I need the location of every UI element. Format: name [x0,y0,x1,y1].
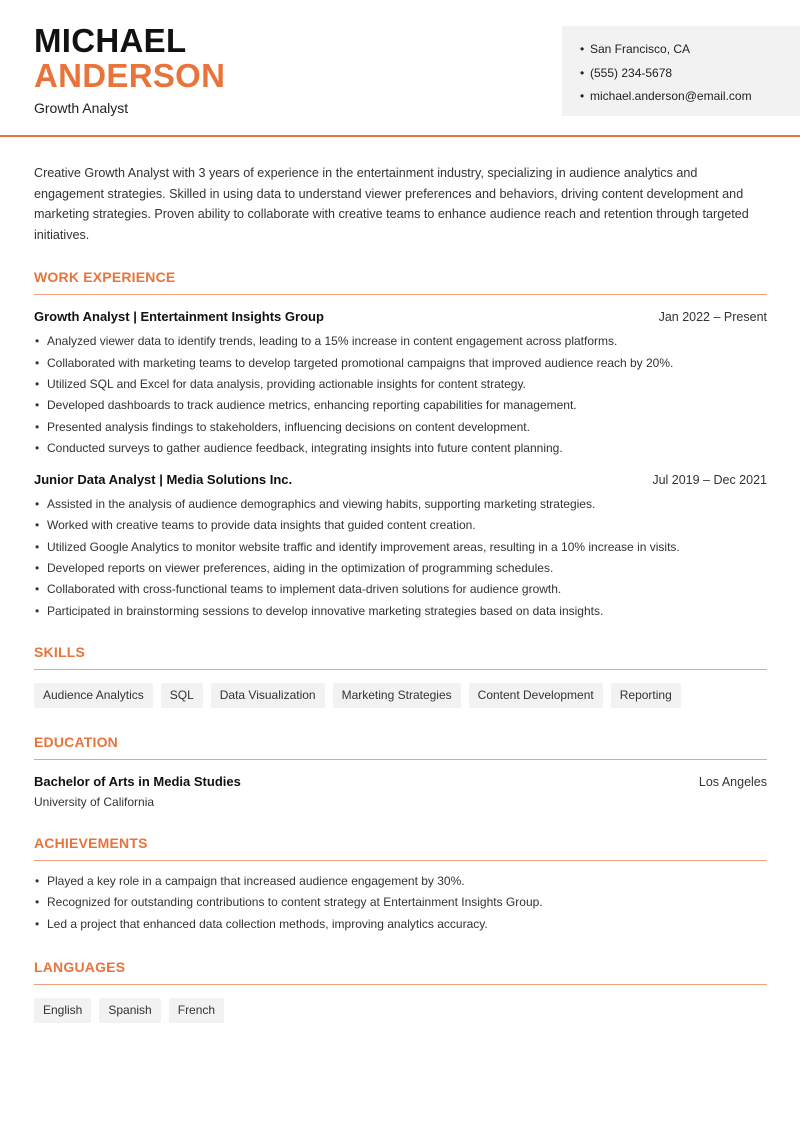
candidate-name [34,23,225,93]
section-title-skills: SKILLS [34,644,767,670]
job-bullet: • Presented analysis findings to stakeholders, influencing decisions on content development. [34,417,767,438]
skill-tag: Reporting [611,683,681,708]
job-title: Growth Analyst | Entertainment Insights Group [34,309,324,325]
languages-section [34,959,767,1023]
job-bullet: • Collaborated with cross-functional teams to implement data-driven solutions for audience growth. [34,579,767,600]
first-name: MICHAEL [34,22,187,59]
language-tags [34,998,767,1023]
job-bullet: • Utilized Google Analytics to monitor website traffic and identify improvement areas, resulting in a 10% increase in visits. [34,537,767,558]
job-bullet: • Developed dashboards to track audience metrics, enhancing reporting capabilities for management. [34,395,767,416]
job-bullet: • Worked with creative teams to provide data insights that guided content creation. [34,515,767,536]
contact-box [562,26,800,116]
degree-title: Bachelor of Arts in Media Studies [34,773,241,789]
resume-body [34,163,767,1023]
skill-tag: SQL [161,683,203,708]
job-entry [34,309,767,459]
achievement-item: • Recognized for outstanding contributions to content strategy at Entertainment Insights Group. [34,892,767,913]
section-title-achievements: ACHIEVEMENTS [34,835,767,861]
job-date: Jan 2022 – Present [658,310,767,325]
job-role: Growth Analyst [34,100,129,116]
job-date: Jul 2019 – Dec 2021 [652,473,767,488]
school-name: University of California [34,794,155,809]
skill-tag: Content Development [469,683,603,708]
job-bullet: • Collaborated with marketing teams to develop targeted promotional campaigns that improved audience reach by 20%. [34,353,767,374]
skills-section [34,644,767,708]
skill-tag: Audience Analytics [34,683,153,708]
job-title: Junior Data Analyst | Media Solutions Inc. [34,472,293,488]
job-bullet: • Participated in brainstorming sessions to develop innovative marketing strategies based on data insights. [34,601,767,622]
work-section [34,269,767,622]
resume-header [0,0,800,137]
contact-location: • San Francisco, CA [580,38,800,62]
language-tag: English [34,998,91,1023]
skills-tags [34,683,767,708]
language-tag: Spanish [99,998,160,1023]
section-title-languages: LANGUAGES [34,959,767,985]
last-name: ANDERSON [34,57,226,94]
language-tag: French [169,998,224,1023]
job-entry [34,472,767,622]
job-bullet: • Conducted surveys to gather audience feedback, integrating insights into future content planning. [34,438,767,459]
summary-text: Creative Growth Analyst with 3 years of experience in the entertainment industry, specializing in audience analytics and engagement strategies. Skilled in using data to understand viewer preferences and behaviors, driving content development and marketing strategies. Proven ability to collaborate with creative teams to enhance audience reach and retention through targeted initiatives. [34,166,749,242]
skill-tag: Data Visualization [211,683,325,708]
contact-phone: • (555) 234-5678 [580,62,800,86]
achievement-item: • Played a key role in a campaign that increased audience engagement by 30%. [34,871,767,892]
job-bullet: • Assisted in the analysis of audience demographics and viewing habits, supporting marketing strategies. [34,494,767,515]
section-title-work: WORK EXPERIENCE [34,269,767,295]
section-title-education: EDUCATION [34,734,767,760]
job-bullet: • Utilized SQL and Excel for data analysis, providing actionable insights for content strategy. [34,374,767,395]
job-bullet: • Analyzed viewer data to identify trends, leading to a 15% increase in content engagement across platforms. [34,331,767,352]
achievements-section [34,835,767,935]
education-location: Los Angeles [698,774,767,789]
contact-email: • michael.anderson@email.com [580,85,800,109]
skill-tag: Marketing Strategies [333,683,461,708]
job-bullet: • Developed reports on viewer preferences, aiding in the optimization of programming schedules. [34,558,767,579]
achievement-item: • Led a project that enhanced data collection methods, improving analytics accuracy. [34,914,767,935]
education-section [34,734,767,809]
